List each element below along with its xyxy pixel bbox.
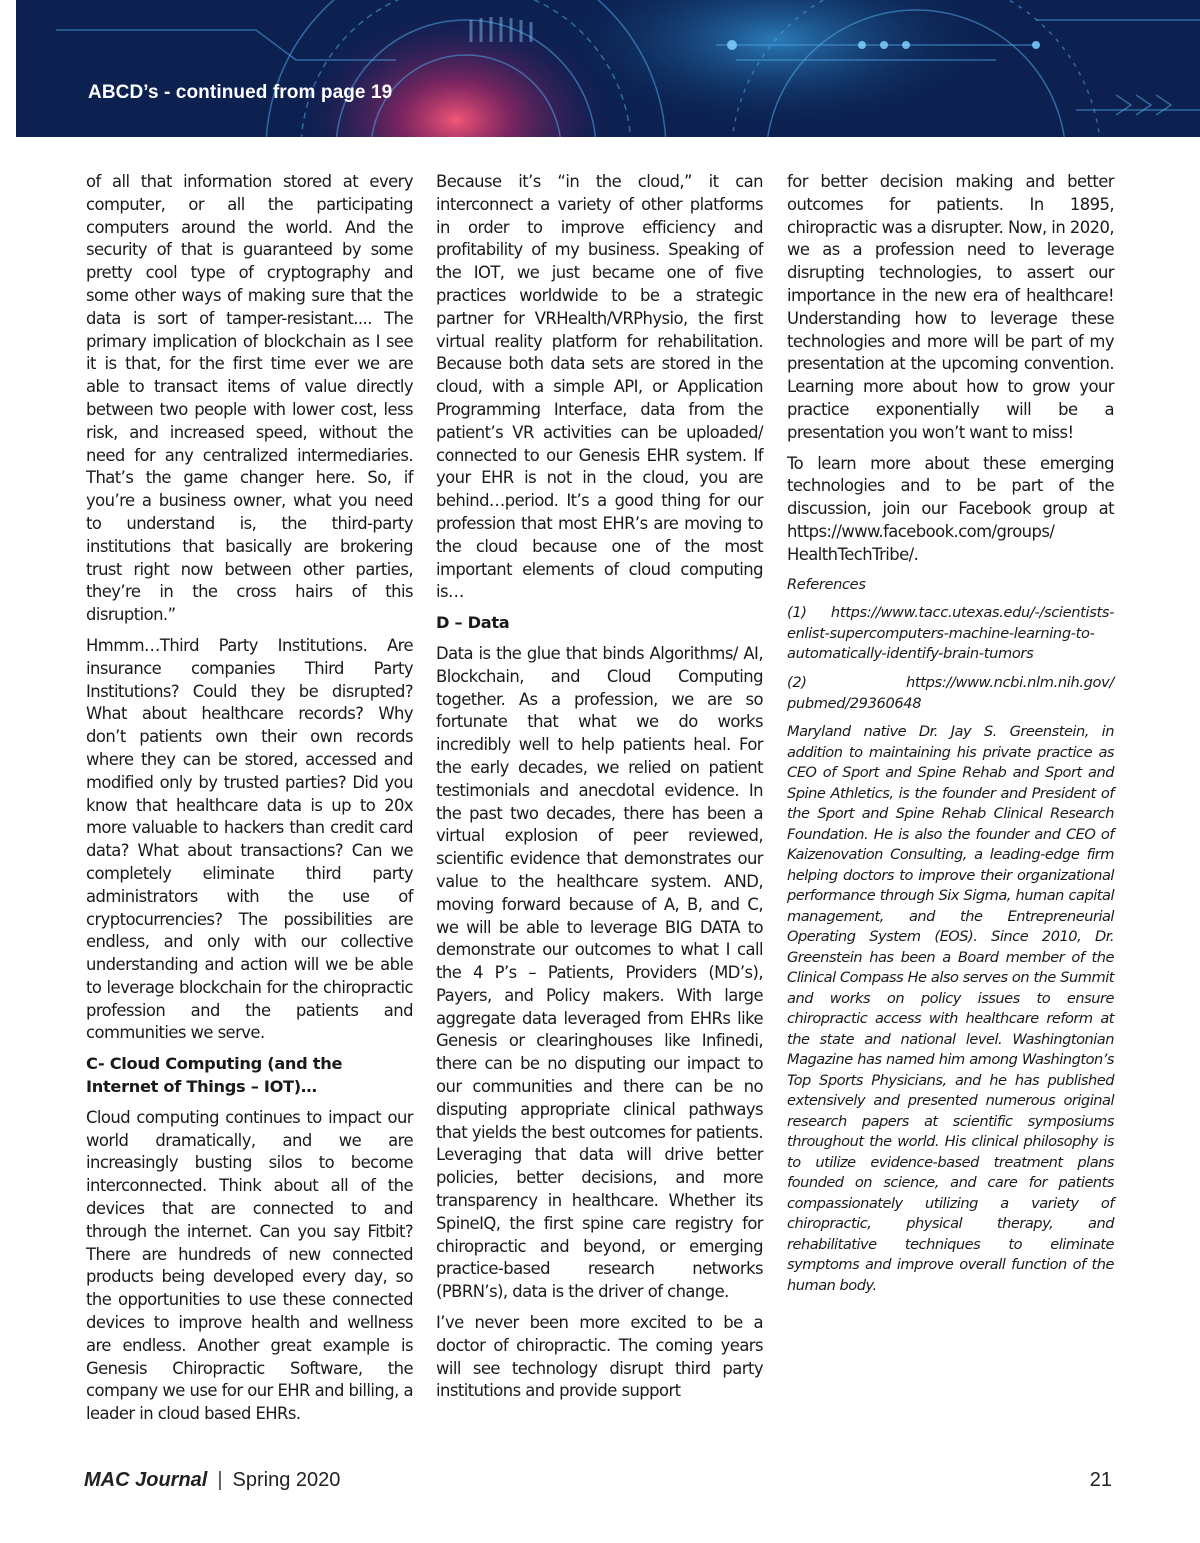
paragraph: Cloud computing continues to impact our world dramatically, and we are increasingly busting silos to become interconnected. Think about all of the devices that are connected to and through the internet. Can you say Fitbit? There are hundreds of new connected products being developed every day, so the opportunities to use these connected devices to improve health and wellness are endless. Another great example is Genesis Chiropractic Software, the company we use for our EHR and billing, a leader in cloud based EHRs. [86, 1107, 413, 1424]
references-label: References [787, 575, 866, 593]
article-column-2 [436, 171, 763, 1411]
page-number: 21 [1089, 1469, 1112, 1491]
author-bio: Maryland native Dr. Jay S. Greenstein, in addition to maintaining his private practice as CEO of Sport and Spine Rehab and Sport and Spine Athletics, is the founder and President of the Sport and Spine Rehab Clinical Research Foundation. He is also the founder and CEO of Kaizenovation Consulting, a leading-edge firm helping doctors to improve their organizational performance through Six Sigma, human capital management, and the Entrepreneurial Operating System (EOS). Since 2010, Dr. Greenstein has been a Board member of the Clinical Compass He also serves on the Summit and works on policy issues to ensure chiropractic access with healthcare reform at the state and national level. Washingtonian Magazine has named him among Washington’s Top Sports Physicians, and he has published extensively and presented numerous original research papers at scientific symposiums throughout the world. His clinical philosophy is to utilize evidence-based treatment plans founded on science, and care for patients compassionately utilizing a variety of chiropractic, physical therapy, and rehabilitative techniques to eliminate symptoms and improve overall function of the human body. [787, 723, 1114, 1294]
paragraph: I’ve never been more excited to be a doctor of chiropractic. The coming years will see technology disrupt third party institutions and provide support [436, 1313, 763, 1401]
continued-header: ABCD’s - continued from page 19 [88, 82, 393, 103]
footer-publication [84, 1469, 340, 1492]
footer-separator: | [217, 1469, 223, 1491]
article-column-3 [787, 171, 1114, 1304]
journal-name: MAC Journal [84, 1469, 208, 1491]
paragraph: Data is the glue that binds Algorithms/ AI, Blockchain, and Cloud Computing together. As a profession, we are so fortunate that what we do works incredibly well to help patients heal. For the early decades, we relied on patient testimonials and anecdotal evidence. In the past two decades, there has been a virtual explosion of peer reviewed, scientific evidence that demonstrates our value to the healthcare system. AND, moving forward because of A, B, and C, we will be able to leverage BIG DATA to demonstrate our outcomes to what I call the 4 P’s – Patients, Providers (MD’s), Payers, and Policy makers. With large aggregate data leveraged from EHRs like Genesis or clearinghouses like Infinedi, there can be no disputing our impact to our communities and there can be no disputing appropriate clinical pathways that yields the best outcomes for patients. Leveraging that data will drive better policies, better decisions, and more transparency in healthcare. Whether its SpineIQ, the first spine care registry for chiropractic and beyond, or emerging practice-based research networks (PBRN’s), data is the driver of change. [436, 643, 763, 1302]
paragraph: To learn more about these emerging technologies and to be part of the discussion, join our Facebook group at https://www.facebook.com/groups/ HealthTechTribe/. [787, 453, 1114, 564]
section-heading-c: C- Cloud Computing (and the Internet of Things – IOT)… [86, 1054, 343, 1097]
circuit-graphic [16, 0, 1200, 137]
article-column-1 [86, 171, 413, 1434]
paragraph: Hmmm…Third Party Institutions. Are insurance companies Third Party Institutions? Could they be disrupted? What about healthcare records? Why don’t patients own their own records where they can be stored, accessed and modified only by trusted parties? Did you know that healthcare data is up to 20x more valuable to hackers than credit card data? What about transactions? Can we completely eliminate third party administrators with the use of cryptocurrencies? The possibilities are endless, and only with our collective understanding and action will we be able to leverage blockchain for the chiropractic profession and the patients and communities we serve. [86, 635, 413, 1043]
paragraph: of all that information stored at every computer, or all the participating computers around the world. And the security of that is guaranteed by some pretty cool type of cryptography and some other ways of making sure that the data is sort of tamper-resistant.... The primary implication of blockchain as I see it is that, for the first time ever we are able to transact items of value directly between two people with lower cost, less risk, and increased speed, without the need for any centralized intermediaries. That’s the game changer here. So, if you’re a business owner, what you need to understand is, the third-party institutions that basically are brokering trust right now between other parties, they’re in the cross hairs of this disruption.” [86, 172, 413, 625]
reference-item[interactable]: (1) https://www.tacc.utexas.edu/-/scientists-enlist-supercomputers-machine-learning-to-automatically-identify-brain-tumors [787, 604, 1114, 663]
paragraph: Because it’s “in the cloud,” it can interconnect a variety of other platforms in order to improve efficiency and profitability of my business. Speaking of the IOT, we just became one of five practices worldwide to be a strategic partner for VRHealth/VRPhysio, the first virtual reality platform for rehabilitation. Because both data sets are stored in the cloud, with a simple API, or Application Programming Interface, data from the patient’s VR activities can be uploaded/ connected to our Genesis EHR system. If your EHR is not in the cloud, you are behind…period. It’s a good thing for our profession that most EHR’s are moving to the cloud because one of the most important elements of cloud computing is… [436, 172, 763, 602]
header-banner [16, 0, 1200, 137]
reference-item[interactable]: (2) https://www.ncbi.nlm.nih.gov/ pubmed/29360648 [787, 673, 1114, 712]
issue-date: Spring 2020 [232, 1469, 341, 1491]
section-heading-d: D – Data [436, 613, 510, 633]
paragraph: for better decision making and better outcomes for patients. In 1895, chiropractic was a disrupter. Now, in 2020, we as a profession need to leverage disrupting technologies, to assert our importance in the new era of healthcare! Understanding how to leverage these technologies and more will be part of my presentation at the upcoming convention. Learning more about how to grow your practice exponentially will be a presentation you won’t want to miss! [787, 172, 1114, 442]
